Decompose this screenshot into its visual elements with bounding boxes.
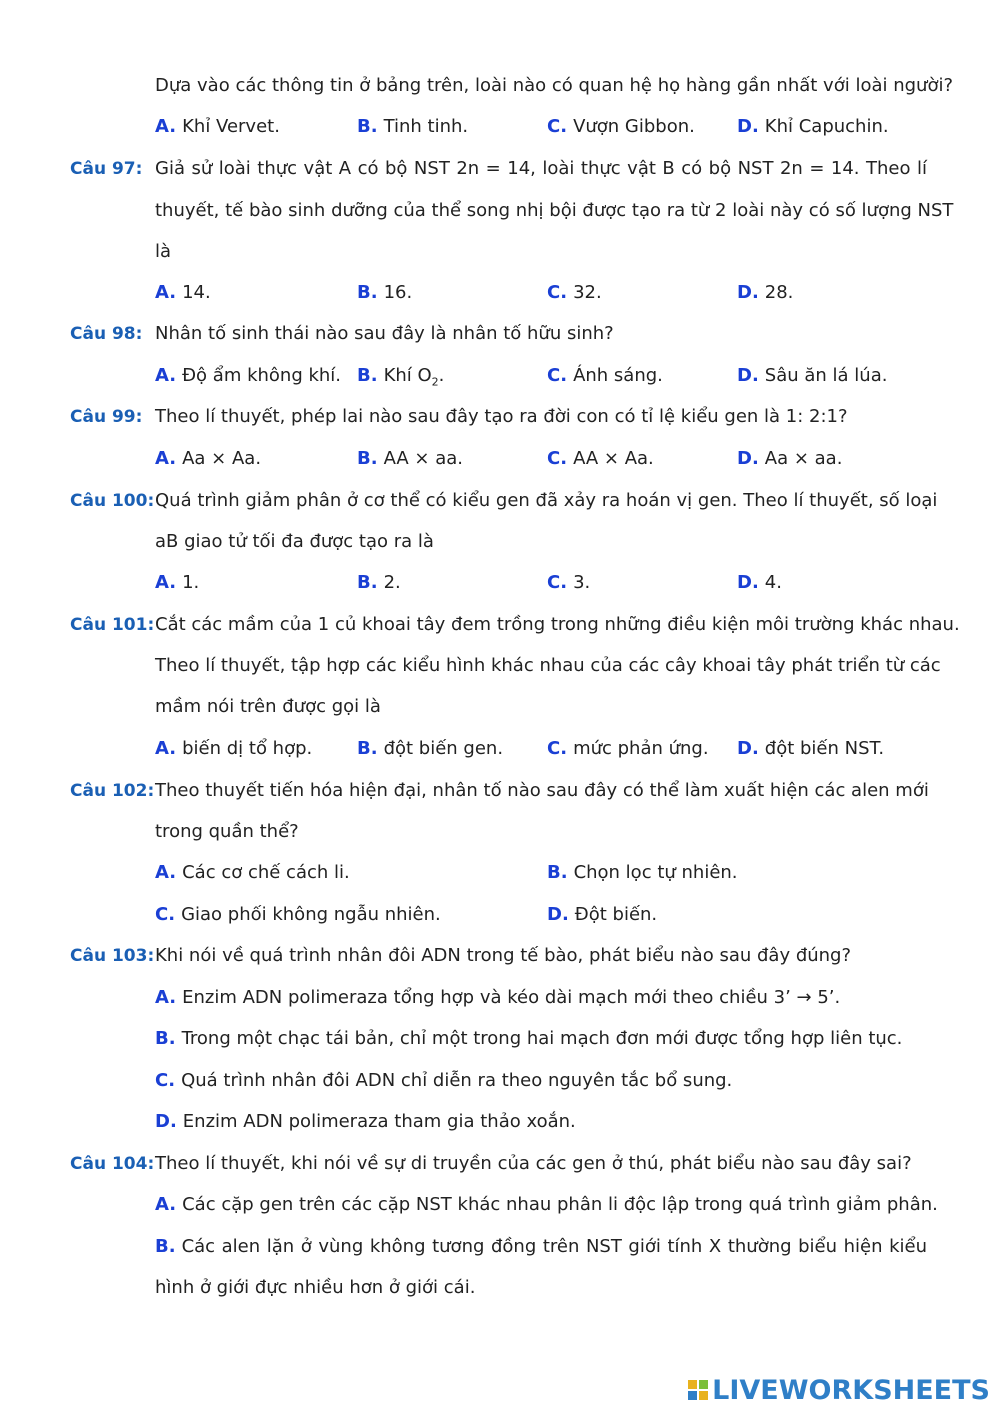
option-text: Aa × aa. <box>764 448 843 469</box>
question-99-option-b[interactable] <box>357 447 463 471</box>
option-text: mức phản ứng. <box>573 738 709 759</box>
option-text: Quá trình nhân đôi ADN chỉ diễn ra theo nguyên tắc bổ sung. <box>181 1070 733 1091</box>
option-text: Độ ẩm không khí. <box>182 365 342 386</box>
question-100-option-d[interactable] <box>737 571 782 595</box>
option-text: Ánh sáng. <box>573 365 663 386</box>
logo-square <box>699 1380 708 1389</box>
question-100-line-1: Quá trình giảm phân ở cơ thể có kiểu gen đã xảy ra hoán vị gen. Theo lí thuyết, số loại <box>155 490 938 511</box>
question-100-line-2: aB giao tử tối đa được tạo ra là <box>155 531 434 552</box>
option-letter: C. <box>547 572 568 593</box>
option-letter: A. <box>155 987 177 1008</box>
question-98-option-b[interactable] <box>357 364 444 395</box>
question-99-option-a[interactable] <box>155 447 261 471</box>
question-102-option-a[interactable] <box>155 861 350 885</box>
option-letter: D. <box>737 116 759 137</box>
intro-option-b[interactable] <box>357 115 468 139</box>
option-letter: C. <box>547 116 568 137</box>
question-98-option-c[interactable] <box>547 364 663 388</box>
option-text: 2. <box>383 572 401 593</box>
option-text: Trong một chạc tái bản, chỉ một trong hai mạch đơn mới được tổng hợp liên tục. <box>181 1028 903 1049</box>
option-subscript: 2 <box>431 375 439 389</box>
option-letter: D. <box>547 904 569 925</box>
option-letter: A. <box>155 572 177 593</box>
question-97-line-2: thuyết, tế bào sinh dưỡng của thể song nhị bội được tạo ra từ 2 loài này có số lượng NST <box>155 200 954 221</box>
question-99-option-d[interactable] <box>737 447 842 471</box>
option-text: 4. <box>764 572 782 593</box>
question-104-line-1: Theo lí thuyết, khi nói về sự di truyền của các gen ở thú, phát biểu nào sau đây sai? <box>155 1153 912 1174</box>
question-104-label: Câu 104: <box>70 1154 155 1174</box>
option-letter: B. <box>357 572 378 593</box>
question-103-option-a[interactable] <box>155 986 840 1010</box>
intro-option-d[interactable] <box>737 115 889 139</box>
option-text: Khí O <box>383 365 432 386</box>
intro-option-c[interactable] <box>547 115 695 139</box>
question-100-option-c[interactable] <box>547 571 590 595</box>
question-101-option-c[interactable] <box>547 737 709 761</box>
question-103-label: Câu 103: <box>70 946 155 966</box>
question-101-option-d[interactable] <box>737 737 884 761</box>
option-text: Giao phối không ngẫu nhiên. <box>181 904 441 925</box>
question-102-line-1: Theo thuyết tiến hóa hiện đại, nhân tố nào sau đây có thể làm xuất hiện các alen mới <box>155 780 929 801</box>
option-letter: B. <box>547 862 568 883</box>
question-103-option-b[interactable] <box>155 1027 902 1051</box>
option-letter: A. <box>155 862 177 883</box>
option-letter: D. <box>737 282 759 303</box>
option-text: Enzim ADN polimeraza tham gia thảo xoắn. <box>182 1111 576 1132</box>
option-text: Aa × Aa. <box>182 448 262 469</box>
question-102-label: Câu 102: <box>70 781 155 801</box>
question-104-option-b[interactable] <box>155 1235 927 1259</box>
question-101-line-3: mầm nói trên được gọi là <box>155 696 381 717</box>
option-text: Đột biến. <box>574 904 658 925</box>
option-text: biến dị tổ hợp. <box>182 738 313 759</box>
question-99-label: Câu 99: <box>70 407 143 427</box>
option-letter: C. <box>547 365 568 386</box>
logo-square <box>688 1391 697 1400</box>
question-97-label: Câu 97: <box>70 159 143 179</box>
option-text-after: . <box>438 365 445 386</box>
option-letter: D. <box>737 572 759 593</box>
option-letter: B. <box>357 365 378 386</box>
question-101-option-b[interactable] <box>357 737 503 761</box>
question-98-option-d[interactable] <box>737 364 887 388</box>
question-99-line-1: Theo lí thuyết, phép lai nào sau đây tạo ra đời con có tỉ lệ kiểu gen là 1: 2:1? <box>155 406 848 427</box>
logo-square <box>688 1380 697 1389</box>
option-letter: B. <box>155 1236 176 1257</box>
question-102-line-2: trong quần thể? <box>155 821 299 842</box>
question-103-option-d[interactable] <box>155 1110 576 1134</box>
option-text: hình ở giới đực nhiều hơn ở giới cái. <box>155 1277 476 1298</box>
question-101-line-1: Cắt các mầm của 1 củ khoai tây đem trồng trong những điều kiện môi trường khác nhau. <box>155 614 960 635</box>
liveworksheets-logo[interactable] <box>688 1373 990 1407</box>
question-101-label: Câu 101: <box>70 615 155 635</box>
option-letter: C. <box>155 904 176 925</box>
question-97-option-c[interactable] <box>547 281 602 305</box>
logo-square <box>699 1391 708 1400</box>
option-text: 32. <box>573 282 602 303</box>
option-letter: B. <box>357 282 378 303</box>
question-98-label: Câu 98: <box>70 324 143 344</box>
option-letter: B. <box>357 448 378 469</box>
question-101-line-2: Theo lí thuyết, tập hợp các kiểu hình khác nhau của các cây khoai tây phát triển từ các <box>155 655 941 676</box>
option-letter: C. <box>547 738 568 759</box>
option-text: AA × aa. <box>383 448 463 469</box>
question-97-option-b[interactable] <box>357 281 412 305</box>
option-letter: A. <box>155 738 177 759</box>
option-letter: A. <box>155 1194 177 1215</box>
question-102-option-b[interactable] <box>547 861 738 885</box>
option-letter: D. <box>737 448 759 469</box>
option-text: đột biến gen. <box>383 738 504 759</box>
option-text: Khỉ Vervet. <box>182 116 280 137</box>
option-letter: D. <box>737 365 759 386</box>
option-letter: B. <box>357 116 378 137</box>
option-text: Sâu ăn lá lúa. <box>764 365 888 386</box>
option-text: Khỉ Capuchin. <box>764 116 889 137</box>
intro-question-text: Dựa vào các thông tin ở bảng trên, loài nào có quan hệ họ hàng gần nhất với loài người? <box>155 75 954 96</box>
option-letter: C. <box>155 1070 176 1091</box>
question-104-option-b-continued <box>155 1276 475 1300</box>
option-letter: C. <box>547 448 568 469</box>
question-97-line-3: là <box>155 241 172 262</box>
question-98-option-a[interactable] <box>155 364 341 388</box>
option-letter: D. <box>155 1111 177 1132</box>
question-102-option-d[interactable] <box>547 903 657 927</box>
question-103-option-c[interactable] <box>155 1069 732 1093</box>
question-104-option-a[interactable] <box>155 1193 938 1217</box>
option-text: Các alen lặn ở vùng không tương đồng trên NST giới tính X thường biểu hiện kiểu <box>181 1236 927 1257</box>
question-102-option-c[interactable] <box>155 903 441 927</box>
option-text: Enzim ADN polimeraza tổng hợp và kéo dài mạch mới theo chiều 3’ → 5’. <box>182 987 841 1008</box>
option-letter: A. <box>155 282 177 303</box>
question-100-option-a[interactable] <box>155 571 199 595</box>
logo-text: LIVEWORKSHEETS <box>712 1374 990 1406</box>
option-text: AA × Aa. <box>573 448 654 469</box>
option-letter: B. <box>357 738 378 759</box>
option-text: 1. <box>182 572 200 593</box>
question-101-option-a[interactable] <box>155 737 312 761</box>
option-text: 14. <box>182 282 211 303</box>
option-text: 3. <box>573 572 591 593</box>
option-text: Chọn lọc tự nhiên. <box>573 862 738 883</box>
question-103-line-1: Khi nói về quá trình nhân đôi ADN trong tế bào, phát biểu nào sau đây đúng? <box>155 945 852 966</box>
question-99-option-c[interactable] <box>547 447 654 471</box>
option-text: 16. <box>383 282 413 303</box>
question-97-option-d[interactable] <box>737 281 793 305</box>
question-100-option-b[interactable] <box>357 571 401 595</box>
option-letter: A. <box>155 116 177 137</box>
question-98-line-1: Nhân tố sinh thái nào sau đây là nhân tố hữu sinh? <box>155 323 614 344</box>
option-letter: B. <box>155 1028 176 1049</box>
option-text: Các cơ chế cách li. <box>182 862 350 883</box>
option-letter: A. <box>155 448 177 469</box>
option-text: 28. <box>764 282 794 303</box>
question-97-option-a[interactable] <box>155 281 211 305</box>
question-97-line-1: Giả sử loài thực vật A có bộ NST 2n = 14, loài thực vật B có bộ NST 2n = 14. Theo lí <box>155 158 927 179</box>
option-letter: C. <box>547 282 568 303</box>
option-text: Vượn Gibbon. <box>573 116 695 137</box>
logo-mark-icon <box>688 1380 708 1400</box>
intro-option-a[interactable] <box>155 115 280 139</box>
option-text: Các cặp gen trên các cặp NST khác nhau phân li độc lập trong quá trình giảm phân. <box>182 1194 938 1215</box>
option-text: Tinh tinh. <box>383 116 469 137</box>
option-letter: D. <box>737 738 759 759</box>
question-100-label: Câu 100: <box>70 491 155 511</box>
option-letter: A. <box>155 365 177 386</box>
option-text: đột biến NST. <box>764 738 885 759</box>
